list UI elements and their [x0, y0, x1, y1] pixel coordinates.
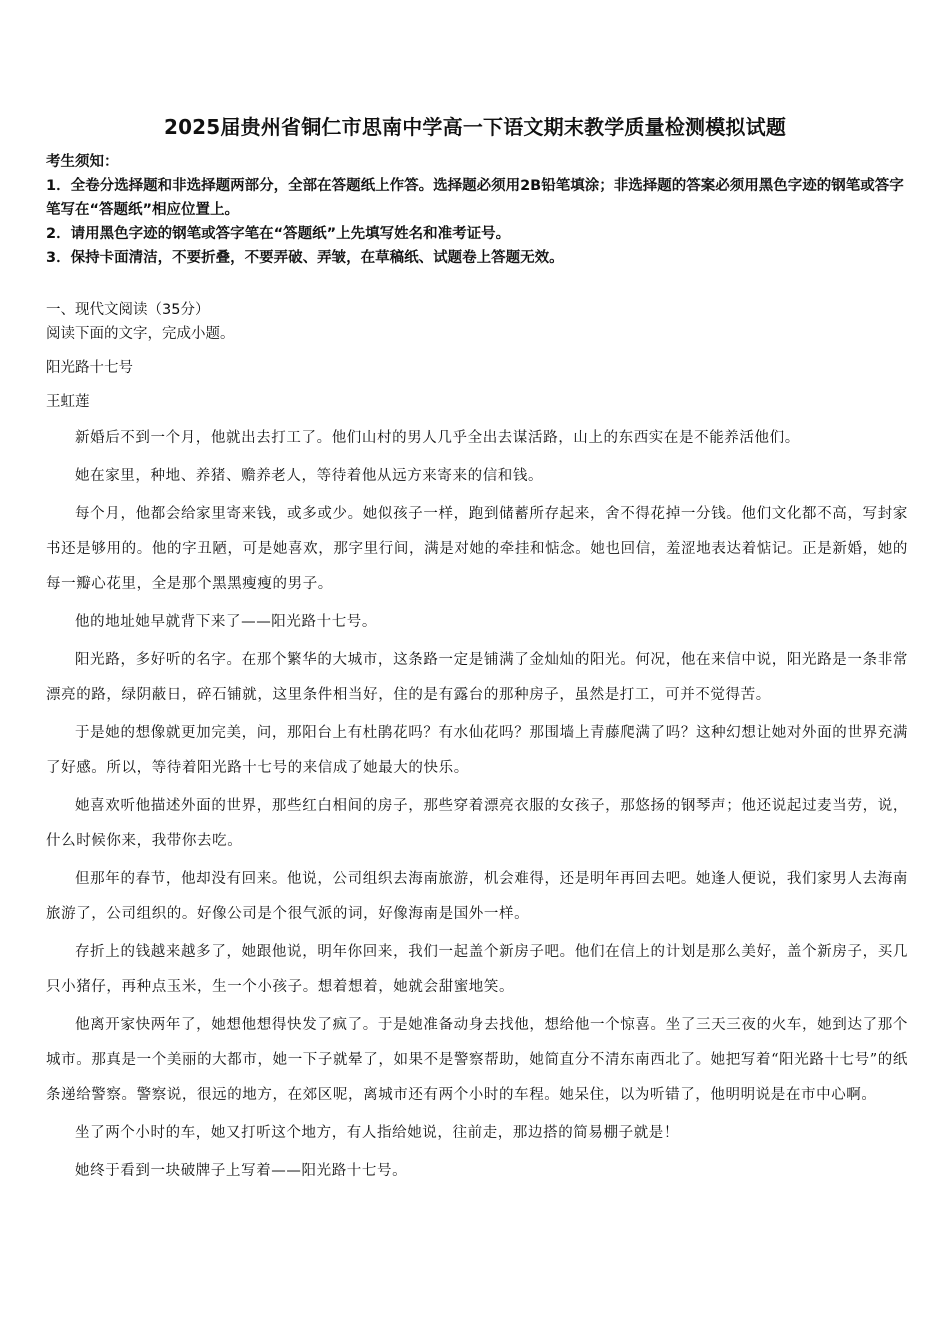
- article-paragraph: 每个月，他都会给家里寄来钱，或多或少。她似孩子一样，跑到储蓄所存起来，舍不得花掉一分钱。他们文化都不高，写封家书还是够用的。他的字丑陋，可是她喜欢，那字里行间，满是对她的牵挂和惦念。她也回信，羞涩地表达着惦记。正是新婚，她的每一瓣心花里，全是那个黑黑瘦瘦的男子。: [46, 506, 908, 592]
- article-paragraph: 新婚后不到一个月，他就出去打工了。他们山村的男人几乎全出去谋活路，山上的东西实在是不能养活他们。: [75, 430, 800, 446]
- article-paragraph: 她喜欢听他描述外面的世界，那些红白相间的房子，那些穿着漂亮衣服的女孩子，那悠扬的钢琴声；他还说起过麦当劳，说，什么时候你来，我带你去吃。: [46, 798, 908, 849]
- notice-heading: 考生须知：: [46, 154, 119, 170]
- article-paragraph: 于是她的想像就更加完美，问，那阳台上有杜鹃花吗？有水仙花吗？那围墙上青藤爬满了吗？这种幻想让她对外面的世界充满了好感。所以，等待着阳光路十七号的来信成了她最大的快乐。: [46, 725, 908, 776]
- article-body: [46, 421, 908, 1189]
- article-paragraph: 他的地址她早就背下来了——阳光路十七号。: [75, 614, 377, 630]
- section-heading: 一、现代文阅读（35分）: [46, 302, 210, 318]
- article-paragraph: 坐了两个小时的车，她又打听这个地方，有人指给她说，往前走，那边搭的简易棚子就是！: [75, 1125, 679, 1141]
- section-instruction: 阅读下面的文字，完成小题。: [46, 326, 235, 342]
- notice-item: 3．保持卡面清洁，不要折叠，不要弄破、弄皱，在草稿纸、试题卷上答题无效。: [46, 250, 564, 266]
- notice-item: 2．请用黑色字迹的钢笔或答字笔在“答题纸”上先填写姓名和准考证号。: [46, 226, 511, 242]
- article-author: 王虹莲: [46, 394, 90, 410]
- notice-item: 1．全卷分选择题和非选择题两部分，全部在答题纸上作答。选择题必须用2B铅笔填涂；非选择题的答案必须用黑色字迹的钢笔或答字笔写在“答题纸”相应位置上。: [46, 178, 904, 218]
- article-paragraph: 他离开家快两年了，她想他想得快发了疯了。于是她准备动身去找他，想给他一个惊喜。坐了三天三夜的火车，她到达了那个城市。那真是一个美丽的大都市，她一下子就晕了，如果不是警察帮助，她简直分不清东南西北了。她把写着“阳光路十七号”的纸条递给警察。警察说，很远的地方，在郊区呢，离城市还有两个小时的车程。她呆住，以为听错了，他明明说是在市中心啊。: [46, 1017, 908, 1103]
- article-paragraph: 她在家里，种地、养猪、赡养老人，等待着他从远方来寄来的信和钱。: [75, 468, 544, 484]
- article-title: 阳光路十七号: [46, 360, 133, 376]
- reading-section: [46, 298, 908, 1192]
- article-paragraph: 她终于看到一块破牌子上写着——阳光路十七号。: [75, 1163, 408, 1179]
- article-paragraph: 存折上的钱越来越多了，她跟他说，明年你回来，我们一起盖个新房子吧。他们在信上的计划是那么美好，盖个新房子，买几只小猪仔，再种点玉米，生一个小孩子。想着想着，她就会甜蜜地笑。: [46, 944, 908, 995]
- article-paragraph: 但那年的春节，他却没有回来。他说，公司组织去海南旅游，机会难得，还是明年再回去吧。她逢人便说，我们家男人去海南旅游了，公司组织的。好像公司是个很气派的词，好像海南是国外一样。: [46, 871, 908, 922]
- article-paragraph: 阳光路，多好听的名字。在那个繁华的大城市，这条路一定是铺满了金灿灿的阳光。何况，他在来信中说，阳光路是一条非常漂亮的路，绿阴蔽日，碎石铺就，这里条件相当好，住的是有露台的那种房子，虽然是打工，可并不觉得苦。: [46, 652, 908, 703]
- page-title: 2025届贵州省铜仁市思南中学高一下语文期末教学质量检测模拟试题: [163, 115, 787, 139]
- candidate-notice: [46, 150, 908, 270]
